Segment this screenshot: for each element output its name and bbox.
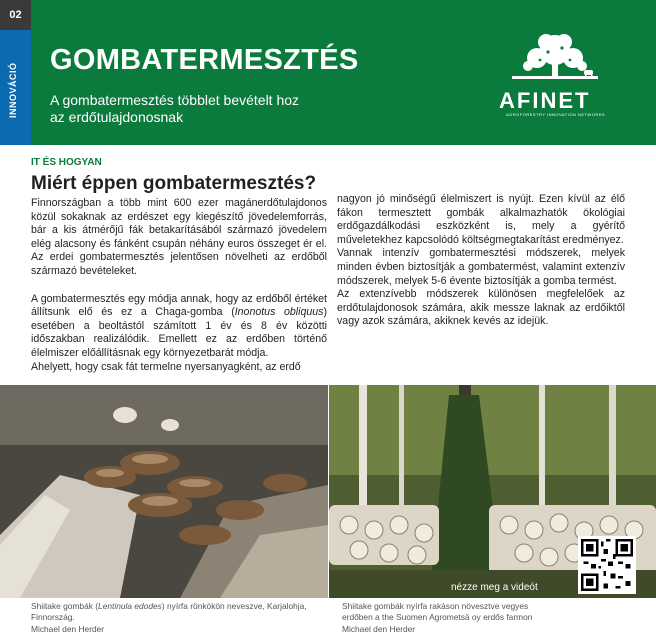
paragraph: A gombatermesztés egy módja annak, hogy az erdőből értéket állítsunk elő és ez a Chaga-gomba (Inonotus obliquus) esetében a beoltástól számított 1 év és 8 év közötti időszakban realizálódik. Emellett ez az erdőben történő élelmiszer előállításnak egy környezetbarát módja.: [31, 292, 327, 359]
section-label: IT ÉS HOGYAN: [31, 157, 102, 168]
caption-right: Shiitake gombák nyírfa rakáson növesztve vegyes erdőben a the Suomen Agrometsä oy erdős farmon Michael den Herder: [342, 601, 642, 635]
logo-wordmark: AFINET: [499, 88, 591, 113]
logo-tagline: AGROFORESTRY INNOVATION NETWORKS: [506, 112, 606, 117]
caption-left: Shiitake gombák (Lentinula edodes) nyírfa rönkökön neveszve, Karjalohja, Finnország. Michael den Herder: [31, 601, 321, 635]
text-column-right: [337, 193, 625, 329]
page-subtitle: A gombatermesztés többlet bevételt hoz az erdőtulajdonosnak: [50, 92, 300, 125]
paragraph: Ahelyett, hogy csak fát termelne nyersanyagként, az erdő: [31, 360, 301, 373]
paragraph: nagyon jó minőségű élelmiszert is nyújt. Ezen kívül az élő fákon termesztett gombák alkalmazhatók ökológiai erdőgazdálkodási eszközként is, mely a gyérítő műveletekhez kapcsolódó költségmegtakarítást eredményez.: [337, 193, 625, 246]
paragraph: Az extenzívebb módszerek különösen megfelelőek az erdőtulajdonosok számára, akik messze laknak az erdőiktől vagy azok számára, akiknek kevés az idejük.: [337, 288, 625, 328]
paragraph: Vannak intenzív gombatermesztési módszerek, melyek minden évben biztosítják a gombatermést, valamint extenzív módszerek, melyek 5-6 évente biztosítják a gomba termést.: [337, 247, 625, 287]
caption-author: Michael den Herder: [31, 623, 105, 634]
article-heading: Miért éppen gombatermesztés?: [31, 173, 317, 194]
photo-shiitake-logs: [0, 385, 328, 598]
page-title: GOMBATERMESZTÉS: [50, 44, 359, 76]
paragraph: Finnországban a több mint 600 ezer magánerdőtulajdonos közül sokaknak az erdészet egy kiegészítő jövedelemforrás, bár a kis átmérőjű fák betakarításából származó jövedelem elég alacsony és fánként csupán néhány euros összeget ér el. Az erdei gombatermesztés jelentősen növelheti az erdőből származó bevételeket.: [31, 197, 327, 277]
page-number: 02: [0, 0, 31, 30]
text-column-left: [31, 197, 327, 374]
side-label: INNOVÁCIÓ: [8, 62, 18, 118]
caption-author: Michael den Herder: [342, 623, 416, 634]
qr-code-icon[interactable]: [578, 536, 636, 594]
video-link[interactable]: nézze meg a videót: [451, 582, 538, 593]
